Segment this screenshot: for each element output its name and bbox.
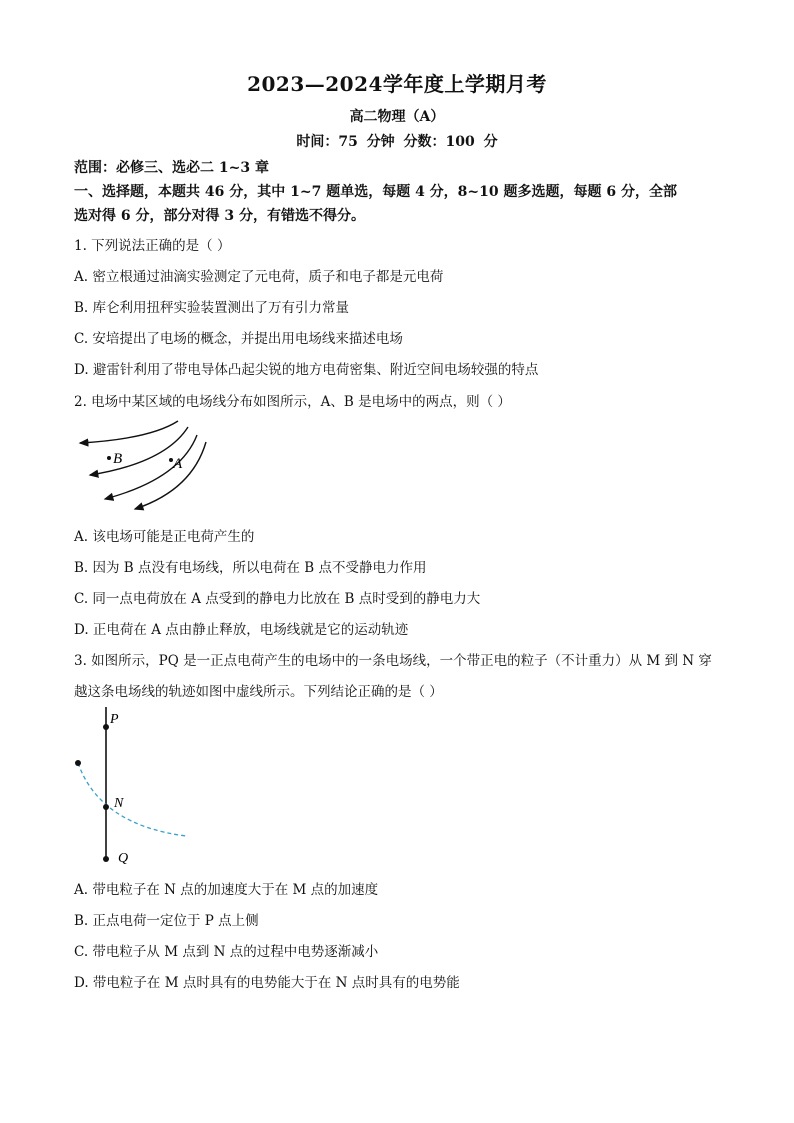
field-line-1 [80, 421, 178, 443]
question-3-stem-line-2: 越这条电场线的轨迹如图中虚线所示。下列结论正确的是（ ） [74, 684, 443, 700]
question-2-option-b: B. 因为 B 点没有电场线，所以电荷在 B 点不受静电力作用 [74, 560, 427, 576]
exam-scope: 范围：必修三、选必二 1~3 章 [74, 160, 269, 176]
question-2-option-d: D. 正电荷在 A 点由静止释放，电场线就是它的运动轨迹 [74, 622, 409, 638]
point-n-dot [103, 804, 109, 810]
question-3-stem-line-1: 3. 如图所示，PQ 是一正点电荷产生的电场中的一条电场线，一个带正电的粒子（不计重力）从 M 到 N 穿 [74, 653, 712, 669]
point-q-label: Q [118, 851, 129, 866]
question-2-option-a: A. 该电场可能是正电荷产生的 [74, 529, 255, 545]
question-3-option-d: D. 带电粒子在 M 点时具有的电势能大于在 N 点时具有的电势能 [74, 975, 460, 991]
electric-field-lines-figure [70, 415, 210, 515]
question-1-option-a: A. 密立根通过油滴实验测定了元电荷，质子和电子都是元电荷 [74, 269, 444, 285]
point-n-label: N [114, 796, 124, 811]
question-1-stem: 1. 下列说法正确的是（ ） [74, 238, 231, 254]
question-1-option-b: B. 库仑利用扭秤实验装置测出了万有引力常量 [74, 300, 350, 316]
point-b-label: B [113, 451, 123, 467]
question-3-option-b: B. 正点电荷一定位于 P 点上侧 [74, 913, 259, 929]
point-b-dot [107, 456, 111, 460]
point-p-label: P [110, 712, 119, 727]
section-instructions-line-2: 选对得 6 分，部分对得 3 分，有错选不得分。 [74, 208, 365, 224]
question-2-option-c: C. 同一点电荷放在 A 点受到的静电力比放在 B 点时受到的静电力大 [74, 591, 481, 607]
particle-trajectory [78, 763, 186, 836]
exam-subtitle: 高二物理（A） [349, 109, 445, 125]
section-instructions-line-1: 一、选择题，本题共 46 分，其中 1~7 题单选，每题 4 分，8~10 题多选题，每题 6 分，全部 [74, 184, 677, 200]
question-3-option-a: A. 带电粒子在 N 点的加速度大于在 M 点的加速度 [74, 882, 379, 898]
field-line-4 [135, 442, 206, 509]
question-1-option-c: C. 安培提出了电场的概念，并提出用电场线来描述电场 [74, 331, 403, 347]
question-2-stem: 2. 电场中某区域的电场线分布如图所示，A、B 是电场中的两点，则（ ） [74, 394, 511, 410]
page-title: 2023—2024学年度上学期月考 [247, 72, 547, 96]
exam-meta: 时间：75 分钟 分数：100 分 [296, 134, 498, 150]
trajectory-figure [70, 705, 200, 870]
point-q-dot [103, 856, 109, 862]
field-line-3 [105, 435, 197, 499]
point-a-label: A [173, 456, 183, 472]
point-p-dot [103, 724, 109, 730]
point-m-dot [75, 760, 81, 766]
question-1-option-d: D. 避雷针利用了带电导体凸起尖锐的地方电荷密集、附近空间电场较强的特点 [74, 362, 539, 378]
question-3-option-c: C. 带电粒子从 M 点到 N 点的过程中电势逐渐减小 [74, 944, 379, 960]
